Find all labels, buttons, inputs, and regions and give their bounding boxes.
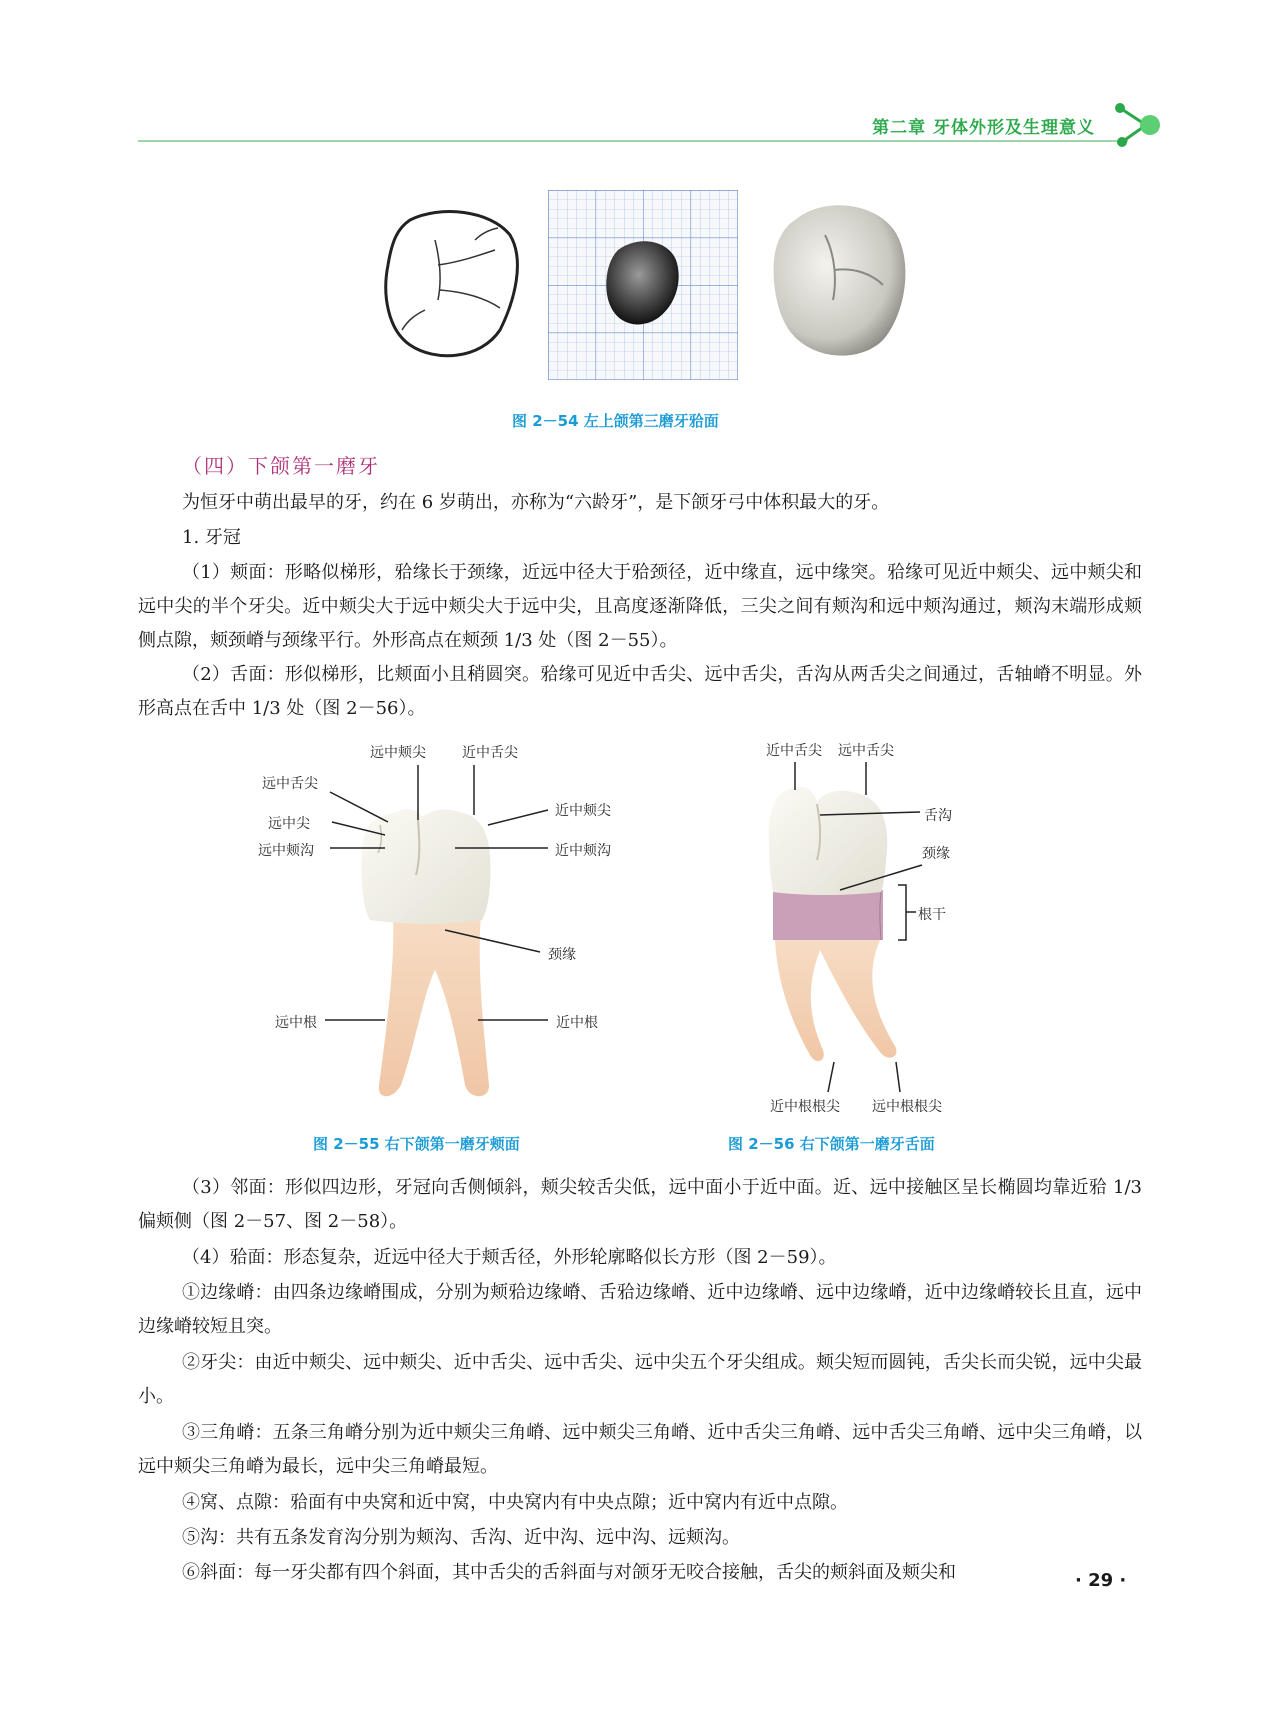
label-mesiobuccal-groove: 近中颊沟: [555, 843, 611, 859]
label-distal-root-apex: 远中根根尖: [872, 1099, 942, 1115]
header-rule: [138, 140, 1128, 142]
figure-56-caption: 图 2－56 右下颌第一磨牙舌面: [728, 1135, 935, 1153]
proximal-paragraph: （3）邻面：形似四边形，牙冠向舌侧倾斜，颊尖较舌尖低，远中面小于近中面。近、远中接触区呈长椭圆均靠近𬌗 1/3 偏颊侧（图 2－57、图 2－58）。: [138, 1177, 1142, 1232]
label-mesiolingual-cusp: 近中舌尖: [766, 743, 822, 759]
buccal-view-molar-illustration: [340, 795, 560, 1115]
crown-heading: 1. 牙冠: [182, 527, 241, 548]
occlusal-paragraph: （4）𬌗面：形态复杂，近远中径大于颊舌径，外形轮廓略似长方形（图 2－59）。: [182, 1247, 837, 1268]
label-distal-cusp: 远中尖: [268, 816, 310, 832]
occlusal-outline-drawing: [380, 200, 525, 365]
label-mesial-root-apex: 近中根根尖: [770, 1099, 840, 1115]
occlusal-photo: [765, 195, 915, 365]
figure-54-caption: 图 2－54 左上颌第三磨牙𬌗面: [512, 412, 719, 430]
label-mesiolingual-cusp-buccal: 近中舌尖: [462, 745, 518, 761]
lingual-paragraph: （2）舌面：形似梯形，比颊面小且稍圆突。𬌗缘可见近中舌尖、远中舌尖，舌沟从两舌尖之间通过，舌轴嵴不明显。外形高点在舌中 1/3 处（图 2－56）。: [138, 664, 1142, 719]
fossae-paragraph: ④窝、点隙：𬌗面有中央窝和近中窝，中央窝内有中央点隙；近中窝内有近中点隙。: [182, 1492, 848, 1513]
label-distobuccal-cusp: 远中颊尖: [370, 745, 426, 761]
chapter-title: 第二章 牙体外形及生理意义: [872, 118, 1095, 138]
grooves-paragraph: ⑤沟：共有五条发育沟分别为颊沟、舌沟、近中沟、远中沟、远颊沟。: [182, 1527, 740, 1548]
label-distolingual-cusp: 远中舌尖: [838, 743, 894, 759]
ridges-paragraph: ①边缘嵴：由四条边缘嵴围成，分别为颊𬌗边缘嵴、舌𬌗边缘嵴、近中边缘嵴、远中边缘嵴，近中边缘嵴较长且直，远中边缘嵴较短且突。: [138, 1282, 1142, 1337]
label-lingual-groove: 舌沟: [924, 808, 952, 824]
label-mesial-root: 近中根: [556, 1015, 598, 1031]
section-heading: （四）下颌第一磨牙: [182, 454, 380, 478]
molecule-decoration-icon: [1108, 100, 1168, 150]
label-cervical-line-buccal: 颈缘: [548, 947, 576, 963]
grid-photo-occlusal: [548, 190, 738, 380]
label-mesiobuccal-cusp: 近中颊尖: [555, 803, 611, 819]
cusps-paragraph: ②牙尖：由近中颊尖、远中颊尖、近中舌尖、远中舌尖、远中尖五个牙尖组成。颊尖短而圆钝，舌尖长而尖锐，远中尖最小。: [138, 1352, 1142, 1407]
inclines-paragraph: ⑥斜面：每一牙尖都有四个斜面，其中舌尖的舌斜面与对颌牙无咬合接触，舌尖的颊斜面及颊尖和: [182, 1562, 956, 1583]
label-distolingual-cusp-buccal: 远中舌尖: [262, 776, 318, 792]
label-root-trunk: 根干: [918, 907, 946, 923]
figure-55-caption: 图 2－55 右下颌第一磨牙颊面: [313, 1135, 520, 1153]
intro-paragraph: 为恒牙中萌出最早的牙，约在 6 岁萌出，亦称为“六龄牙”，是下颌牙弓中体积最大的牙。: [182, 492, 890, 513]
label-distobuccal-groove: 远中颊沟: [258, 843, 314, 859]
page-number: · 29 ·: [1075, 1570, 1127, 1591]
buccal-paragraph: （1）颊面：形略似梯形，𬌗缘长于颈缘，近远中径大于𬌗颈径，近中缘直，远中缘突。𬌗缘可见近中颊尖、远中颊尖和远中尖的半个牙尖。近中颊尖大于远中颊尖大于远中尖，且高度逐渐降低，三尖之间有颊沟和远中颊沟通过，颊沟末端形成颊侧点隙，颊颈嵴与颈缘平行。外形高点在颊颈 1/3 处（图 2－55）。: [138, 562, 1142, 651]
label-cervical-line-lingual: 颈缘: [922, 846, 950, 862]
triangular-ridges-paragraph: ③三角嵴：五条三角嵴分别为近中颊尖三角嵴、远中颊尖三角嵴、近中舌尖三角嵴、远中舌尖三角嵴、远中尖三角嵴，以远中颊尖三角嵴为最长，远中尖三角嵴最短。: [138, 1422, 1142, 1477]
label-distal-root: 远中根: [275, 1015, 317, 1031]
